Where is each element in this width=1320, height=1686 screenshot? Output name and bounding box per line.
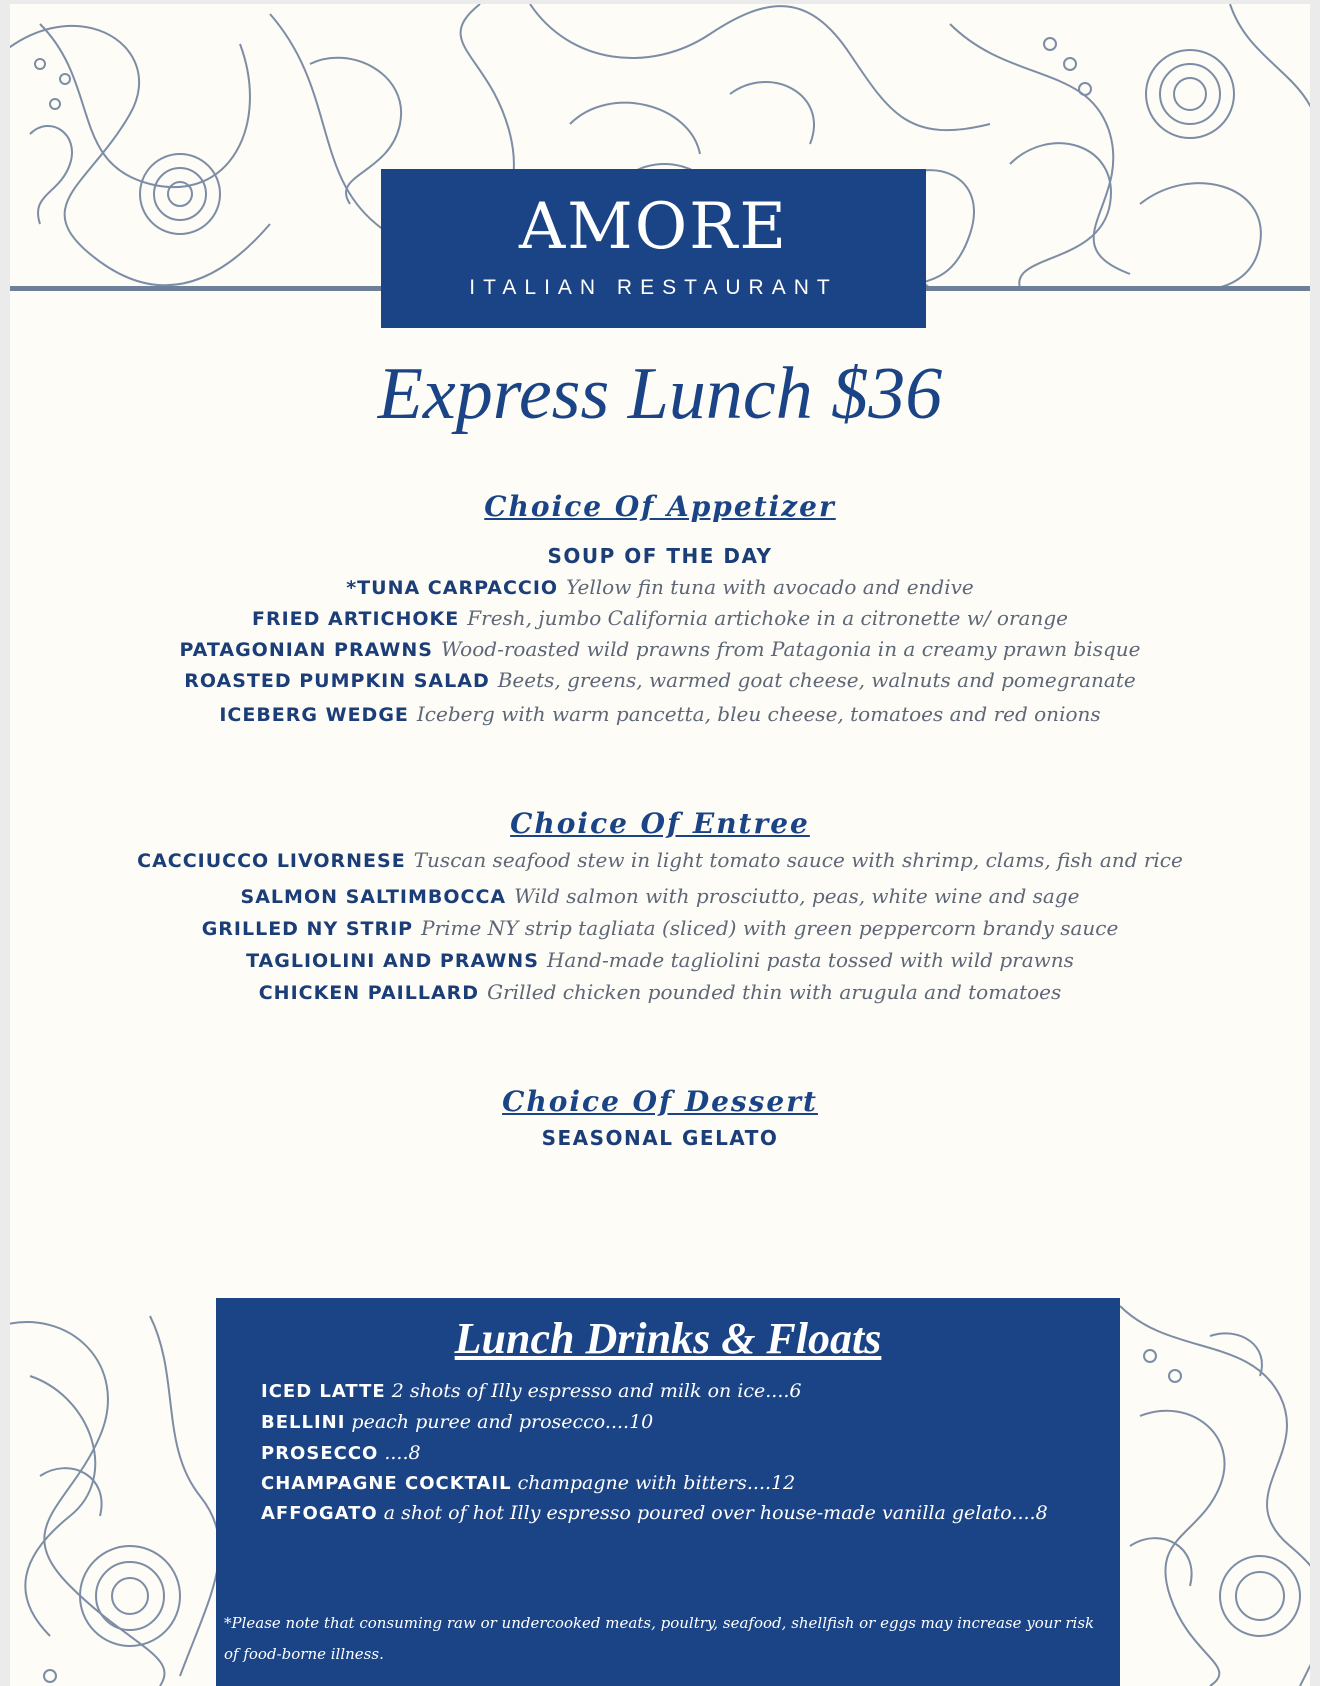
drink-name: ICED LATTE	[261, 1381, 386, 1402]
drink-item	[261, 1377, 802, 1406]
entree-item	[10, 945, 1310, 977]
drink-description: peach puree and prosecco....10	[351, 1411, 654, 1433]
item-description: Yellow fin tuna with avocado and endive	[566, 575, 974, 599]
entree-item	[10, 845, 1310, 877]
item-name: ROASTED PUMPKIN SALAD	[184, 670, 490, 692]
drinks-panel	[216, 1298, 1120, 1686]
appetizer-item	[10, 603, 1310, 635]
drink-item	[261, 1499, 1048, 1528]
appetizer-item	[10, 634, 1310, 666]
item-name: GRILLED NY STRIP	[201, 918, 414, 940]
item-description: Hand-made tagliolini pasta tossed with wild prawns	[546, 948, 1074, 972]
appetizer-item	[10, 572, 1310, 604]
item-name: *TUNA CARPACCIO	[346, 577, 559, 599]
item-name: TAGLIOLINI AND PRAWNS	[246, 950, 539, 972]
drink-name: BELLINI	[261, 1412, 346, 1433]
appetizer-item	[10, 699, 1310, 731]
food-safety-note: *Please note that consuming raw or undercooked meats, poultry, seafood, shellfish or eggs may increase your risk of food-borne illness.	[224, 1614, 1095, 1663]
appetizer-heading: Choice Of Appetizer	[484, 490, 836, 523]
item-description: Tuscan seafood stew in light tomato sauce with shrimp, clams, fish and rice	[413, 848, 1183, 872]
drink-description: ....8	[384, 1442, 421, 1464]
drink-item	[261, 1408, 653, 1437]
dessert-item: SEASONAL GELATO	[541, 1126, 779, 1150]
drink-description: 2 shots of Illy espresso and milk on ice....6	[391, 1380, 802, 1402]
drink-name: AFFOGATO	[261, 1503, 378, 1524]
item-description: Wild salmon with prosciutto, peas, white wine and sage	[514, 884, 1080, 908]
item-description: Wood-roasted wild prawns from Patagonia in a creamy prawn bisque	[440, 637, 1141, 661]
drink-description: champagne with bitters....12	[517, 1472, 796, 1494]
dessert-heading: Choice Of Dessert	[502, 1085, 818, 1118]
entree-item	[10, 977, 1310, 1009]
drinks-heading: Lunch Drinks & Floats	[454, 1314, 882, 1363]
item-name: ICEBERG WEDGE	[219, 704, 409, 726]
menu-title: Express Lunch $36	[377, 353, 943, 435]
drink-description: a shot of hot Illy espresso poured over house-made vanilla gelato....8	[383, 1502, 1048, 1524]
appetizer-soup: SOUP OF THE DAY	[547, 544, 773, 568]
drink-item	[261, 1469, 795, 1498]
drink-item	[261, 1439, 421, 1468]
item-description: Prime NY strip tagliata (sliced) with green peppercorn brandy sauce	[421, 916, 1119, 940]
restaurant-subtitle: ITALIAN RESTAURANT	[469, 276, 838, 299]
item-description: Fresh, jumbo California artichoke in a citronette w/ orange	[467, 606, 1068, 630]
item-description: Iceberg with warm pancetta, bleu cheese, tomatoes and red onions	[416, 702, 1101, 726]
menu-page	[10, 4, 1310, 1686]
restaurant-name: AMORE	[518, 190, 789, 264]
drink-name: CHAMPAGNE COCKTAIL	[261, 1473, 512, 1494]
restaurant-title-box	[381, 169, 926, 328]
item-description: Beets, greens, warmed goat cheese, walnuts and pomegranate	[497, 668, 1136, 692]
entree-heading: Choice Of Entree	[510, 807, 810, 840]
item-name: SALMON SALTIMBOCCA	[240, 886, 507, 908]
drink-name: PROSECCO	[261, 1443, 379, 1464]
item-name: CHICKEN PAILLARD	[258, 982, 480, 1004]
item-name: FRIED ARTICHOKE	[252, 608, 460, 630]
appetizer-item	[10, 665, 1310, 697]
item-name: CACCIUCCO LIVORNESE	[137, 850, 406, 872]
item-description: Grilled chicken pounded thin with arugula and tomatoes	[487, 980, 1062, 1004]
item-name: PATAGONIAN PRAWNS	[179, 639, 433, 661]
entree-item	[10, 913, 1310, 945]
entree-item	[10, 881, 1310, 913]
